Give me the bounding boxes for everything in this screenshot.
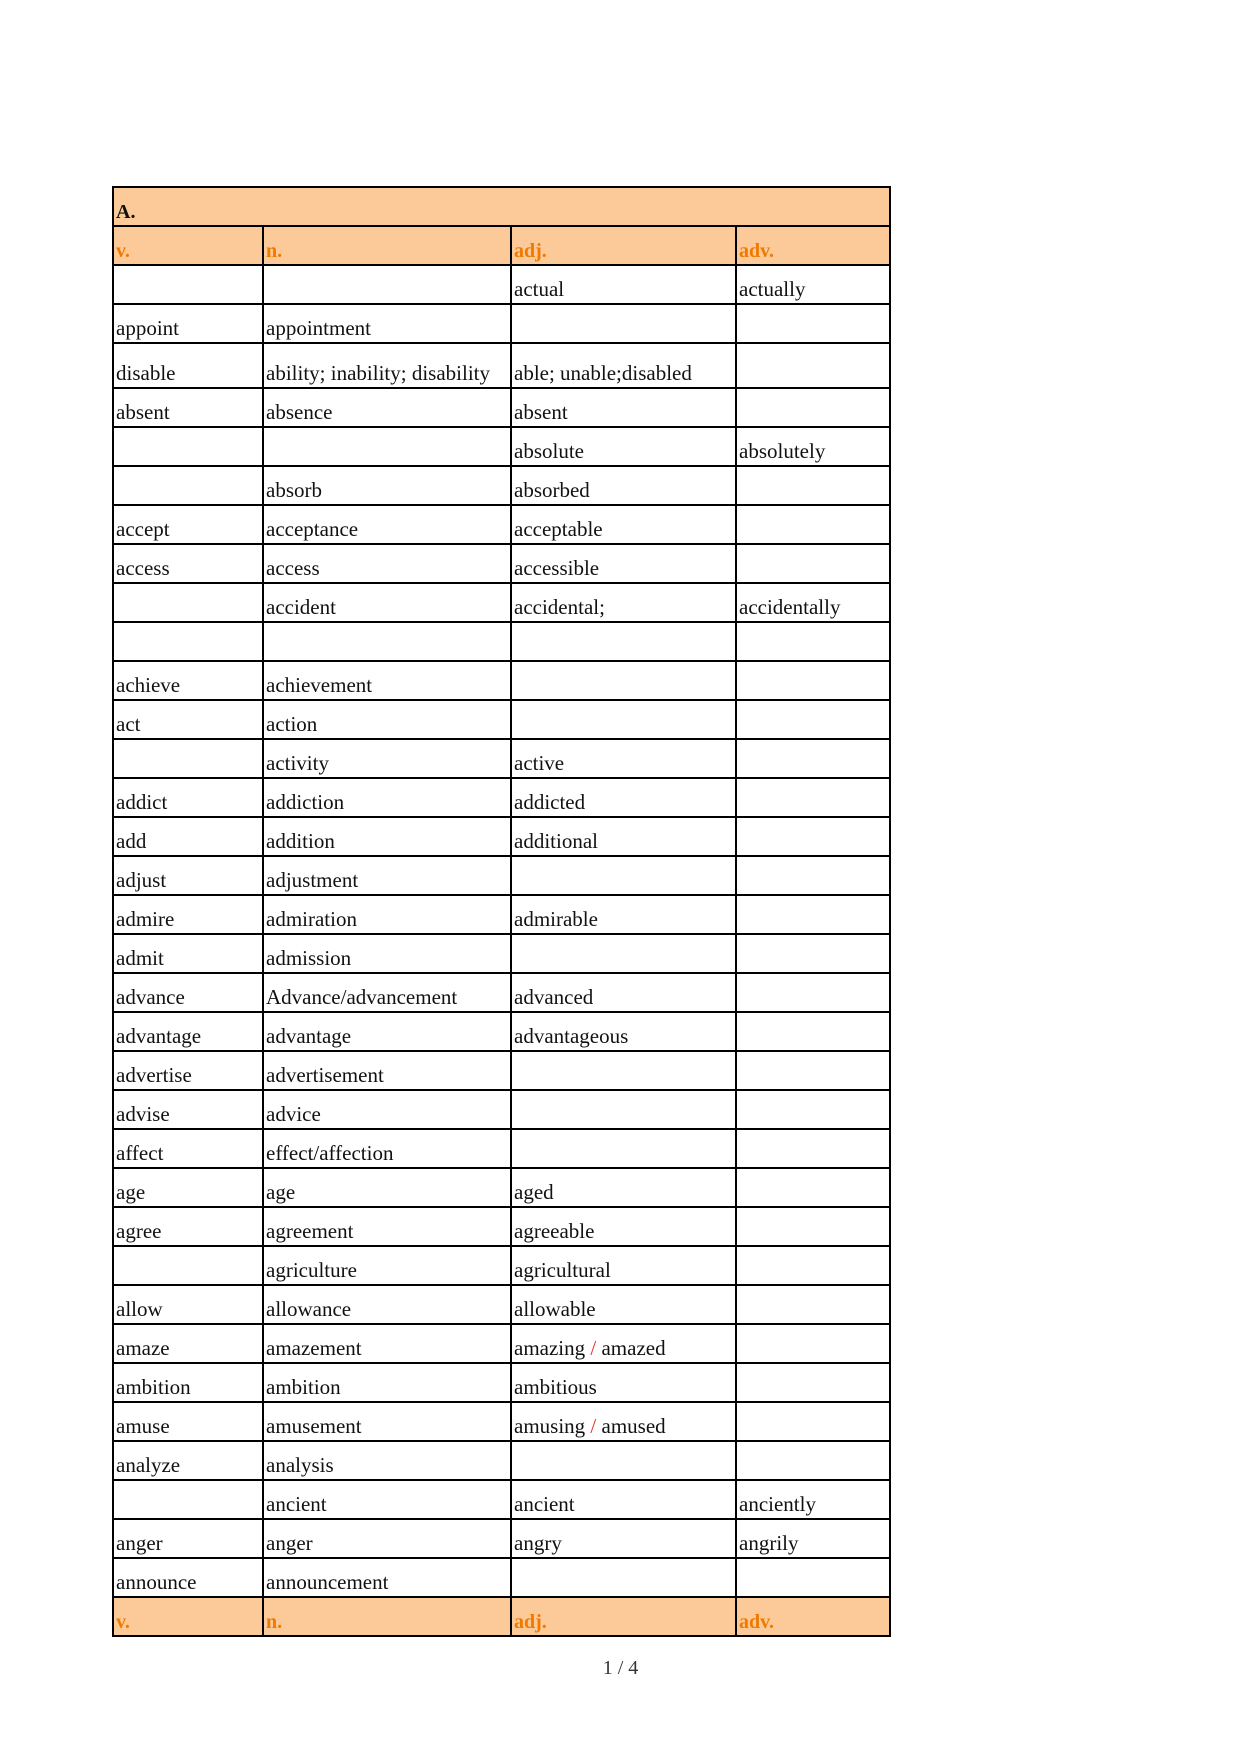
cell-adverb xyxy=(736,856,890,895)
cell-adjective xyxy=(511,1129,736,1168)
cell-adverb xyxy=(736,973,890,1012)
cell-adjective: additional xyxy=(511,817,736,856)
cell-noun: absorb xyxy=(263,466,511,505)
cell-verb: advertise xyxy=(113,1051,263,1090)
table-row xyxy=(113,466,890,505)
cell-verb: affect xyxy=(113,1129,263,1168)
cell-adverb: angrily xyxy=(736,1519,890,1558)
table-row xyxy=(113,1519,890,1558)
cell-adverb xyxy=(736,622,890,661)
table-row xyxy=(113,1285,890,1324)
table-row xyxy=(113,1129,890,1168)
cell-adverb xyxy=(736,934,890,973)
header-row-bottom xyxy=(113,1597,890,1636)
cell-verb: agree xyxy=(113,1207,263,1246)
cell-adverb xyxy=(736,1129,890,1168)
cell-adjective xyxy=(511,661,736,700)
cell-adjective: acceptable xyxy=(511,505,736,544)
cell-adjective: ambitious xyxy=(511,1363,736,1402)
cell-noun: action xyxy=(263,700,511,739)
table-row xyxy=(113,934,890,973)
cell-adjective: advantageous xyxy=(511,1012,736,1051)
cell-noun: accident xyxy=(263,583,511,622)
cell-noun: amazement xyxy=(263,1324,511,1363)
table-row xyxy=(113,343,890,388)
footer-header-verb: v. xyxy=(113,1597,263,1636)
table-row xyxy=(113,1324,890,1363)
cell-adverb xyxy=(736,388,890,427)
cell-adverb xyxy=(736,661,890,700)
cell-adjective: absorbed xyxy=(511,466,736,505)
cell-adverb xyxy=(736,739,890,778)
cell-verb: disable xyxy=(113,343,263,388)
cell-verb: amuse xyxy=(113,1402,263,1441)
cell-verb: access xyxy=(113,544,263,583)
cell-verb: amaze xyxy=(113,1324,263,1363)
cell-noun: agreement xyxy=(263,1207,511,1246)
cell-noun: anger xyxy=(263,1519,511,1558)
cell-verb: advance xyxy=(113,973,263,1012)
cell-adjective: agricultural xyxy=(511,1246,736,1285)
cell-noun: allowance xyxy=(263,1285,511,1324)
cell-adverb xyxy=(736,1168,890,1207)
cell-noun: ancient xyxy=(263,1480,511,1519)
cell-verb: allow xyxy=(113,1285,263,1324)
table-row xyxy=(113,388,890,427)
cell-adverb xyxy=(736,1441,890,1480)
cell-noun: age xyxy=(263,1168,511,1207)
separator-slash: / xyxy=(585,1414,602,1438)
cell-verb: appoint xyxy=(113,304,263,343)
table-row xyxy=(113,700,890,739)
cell-noun: agriculture xyxy=(263,1246,511,1285)
cell-verb: accept xyxy=(113,505,263,544)
cell-verb: analyze xyxy=(113,1441,263,1480)
cell-adjective xyxy=(511,1441,736,1480)
cell-adverb xyxy=(736,505,890,544)
footer-header-adverb: adv. xyxy=(736,1597,890,1636)
table-row xyxy=(113,739,890,778)
cell-adjective xyxy=(511,1090,736,1129)
cell-noun: addiction xyxy=(263,778,511,817)
cell-adverb xyxy=(736,1402,890,1441)
cell-adjective: accidental; xyxy=(511,583,736,622)
table-row xyxy=(113,661,890,700)
header-adverb: adv. xyxy=(736,226,890,265)
cell-verb: age xyxy=(113,1168,263,1207)
cell-verb xyxy=(113,739,263,778)
cell-adverb xyxy=(736,1285,890,1324)
cell-noun: addition xyxy=(263,817,511,856)
separator-slash: / xyxy=(585,1336,602,1360)
table-row xyxy=(113,427,890,466)
table-row xyxy=(113,1207,890,1246)
cell-noun: announcement xyxy=(263,1558,511,1597)
header-noun: n. xyxy=(263,226,511,265)
table-row xyxy=(113,1363,890,1402)
table-row xyxy=(113,583,890,622)
cell-verb xyxy=(113,265,263,304)
table-row xyxy=(113,1012,890,1051)
cell-verb xyxy=(113,583,263,622)
table-row xyxy=(113,895,890,934)
table-row xyxy=(113,544,890,583)
cell-verb: adjust xyxy=(113,856,263,895)
cell-verb: admire xyxy=(113,895,263,934)
cell-adverb xyxy=(736,1324,890,1363)
cell-adverb xyxy=(736,1246,890,1285)
table-row xyxy=(113,1402,890,1441)
section-title: A. xyxy=(113,187,890,226)
cell-verb: admit xyxy=(113,934,263,973)
cell-adjective: advanced xyxy=(511,973,736,1012)
cell-noun: achievement xyxy=(263,661,511,700)
cell-verb: achieve xyxy=(113,661,263,700)
cell-adjective xyxy=(511,1558,736,1597)
cell-adjective xyxy=(511,700,736,739)
cell-noun: admiration xyxy=(263,895,511,934)
cell-adverb xyxy=(736,304,890,343)
cell-adjective: admirable xyxy=(511,895,736,934)
table-row xyxy=(113,505,890,544)
cell-adjective: ancient xyxy=(511,1480,736,1519)
cell-noun: absence xyxy=(263,388,511,427)
cell-verb xyxy=(113,466,263,505)
table-row xyxy=(113,622,890,661)
cell-verb: addict xyxy=(113,778,263,817)
cell-verb: add xyxy=(113,817,263,856)
cell-noun: amusement xyxy=(263,1402,511,1441)
cell-adverb xyxy=(736,895,890,934)
cell-adjective: aged xyxy=(511,1168,736,1207)
table-row xyxy=(113,1441,890,1480)
cell-noun: advertisement xyxy=(263,1051,511,1090)
cell-adjective: absent xyxy=(511,388,736,427)
cell-verb xyxy=(113,1246,263,1285)
cell-noun: advice xyxy=(263,1090,511,1129)
cell-noun: admission xyxy=(263,934,511,973)
cell-adjective: accessible xyxy=(511,544,736,583)
section-title-row xyxy=(113,187,890,226)
cell-adverb xyxy=(736,1012,890,1051)
cell-noun xyxy=(263,427,511,466)
cell-verb: anger xyxy=(113,1519,263,1558)
table-row xyxy=(113,304,890,343)
cell-adverb xyxy=(736,1558,890,1597)
cell-adverb xyxy=(736,1207,890,1246)
cell-verb: act xyxy=(113,700,263,739)
cell-adjective: allowable xyxy=(511,1285,736,1324)
cell-adjective xyxy=(511,304,736,343)
cell-adjective xyxy=(511,856,736,895)
cell-adverb xyxy=(736,1051,890,1090)
cell-adverb: accidentally xyxy=(736,583,890,622)
word-forms-table xyxy=(112,186,891,1637)
cell-adverb xyxy=(736,544,890,583)
cell-adverb xyxy=(736,817,890,856)
header-row-top xyxy=(113,226,890,265)
cell-adverb xyxy=(736,1090,890,1129)
cell-verb: advantage xyxy=(113,1012,263,1051)
cell-adjective xyxy=(511,934,736,973)
cell-adjective xyxy=(511,622,736,661)
cell-adverb xyxy=(736,1363,890,1402)
cell-verb: ambition xyxy=(113,1363,263,1402)
table-row xyxy=(113,1480,890,1519)
table-row xyxy=(113,265,890,304)
cell-adjective: agreeable xyxy=(511,1207,736,1246)
cell-noun: adjustment xyxy=(263,856,511,895)
cell-verb xyxy=(113,427,263,466)
table-row xyxy=(113,1168,890,1207)
cell-adverb xyxy=(736,343,890,388)
cell-noun: effect/affection xyxy=(263,1129,511,1168)
table-row xyxy=(113,817,890,856)
footer-header-noun: n. xyxy=(263,1597,511,1636)
table-row xyxy=(113,778,890,817)
table-row xyxy=(113,1051,890,1090)
cell-noun: ambition xyxy=(263,1363,511,1402)
cell-verb xyxy=(113,1480,263,1519)
cell-adverb xyxy=(736,778,890,817)
footer-header-adjective: adj. xyxy=(511,1597,736,1636)
cell-adjective: addicted xyxy=(511,778,736,817)
cell-adjective: absolute xyxy=(511,427,736,466)
cell-noun: ability; inability; disability xyxy=(263,343,511,388)
header-verb: v. xyxy=(113,226,263,265)
cell-noun: advantage xyxy=(263,1012,511,1051)
cell-verb: advise xyxy=(113,1090,263,1129)
cell-verb: absent xyxy=(113,388,263,427)
cell-adjective: amusing / amused xyxy=(511,1402,736,1441)
page-number: 1 / 4 xyxy=(602,1657,639,1679)
cell-adjective: amazing / amazed xyxy=(511,1324,736,1363)
cell-noun xyxy=(263,622,511,661)
table-row xyxy=(113,856,890,895)
cell-noun: access xyxy=(263,544,511,583)
table-row xyxy=(113,1090,890,1129)
cell-adverb: actually xyxy=(736,265,890,304)
cell-adjective: able; unable;disabled xyxy=(511,343,736,388)
cell-adjective xyxy=(511,1051,736,1090)
table-row xyxy=(113,1558,890,1597)
cell-noun: acceptance xyxy=(263,505,511,544)
table-row xyxy=(113,973,890,1012)
cell-adjective: angry xyxy=(511,1519,736,1558)
cell-verb xyxy=(113,622,263,661)
cell-adjective: actual xyxy=(511,265,736,304)
cell-verb: announce xyxy=(113,1558,263,1597)
cell-adverb xyxy=(736,466,890,505)
cell-adjective: active xyxy=(511,739,736,778)
cell-noun: activity xyxy=(263,739,511,778)
cell-adverb xyxy=(736,700,890,739)
cell-noun xyxy=(263,265,511,304)
cell-adverb: absolutely xyxy=(736,427,890,466)
cell-noun: analysis xyxy=(263,1441,511,1480)
cell-noun: appointment xyxy=(263,304,511,343)
header-adjective: adj. xyxy=(511,226,736,265)
cell-adverb: anciently xyxy=(736,1480,890,1519)
table-row xyxy=(113,1246,890,1285)
cell-noun: Advance/advancement xyxy=(263,973,511,1012)
